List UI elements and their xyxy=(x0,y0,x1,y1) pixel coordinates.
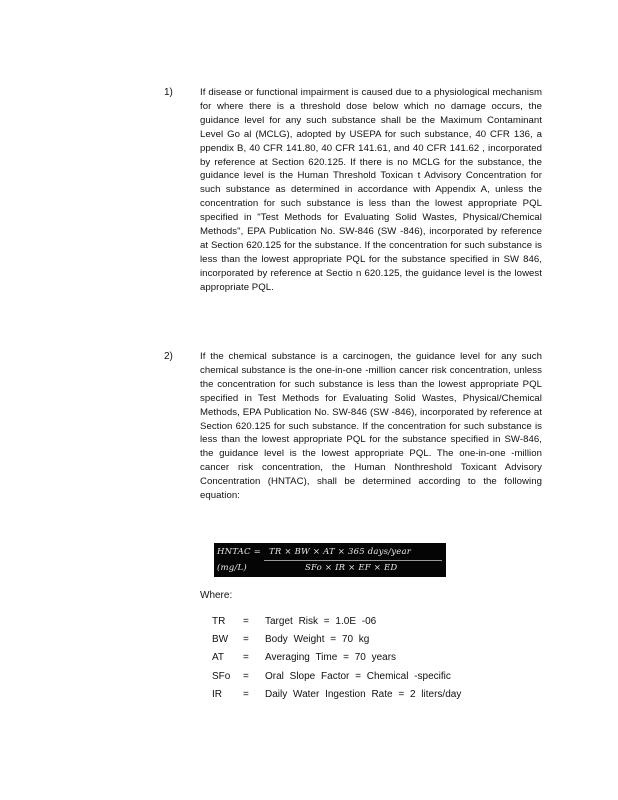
list-item-1 xyxy=(164,86,544,346)
definition-abbr: SFo xyxy=(212,670,231,682)
equation-denominator: SFo × IR × EF × ED xyxy=(305,563,398,573)
definition-equals: = xyxy=(243,652,249,664)
equation-bottom-line xyxy=(217,560,443,576)
list-item-2 xyxy=(164,350,544,535)
equation-top-line xyxy=(217,544,443,560)
definition-row xyxy=(212,633,512,651)
definition-row xyxy=(212,670,512,688)
hntac-equation-image xyxy=(214,543,446,577)
definition-text: Daily Water Ingestion Rate = 2 liters/day xyxy=(265,688,462,700)
equation-lhs: HNTAC = xyxy=(217,547,261,557)
definition-equals: = xyxy=(243,616,249,627)
definition-abbr: IR xyxy=(212,688,222,700)
item-paragraph: If disease or functional impairment is caused due to a physiological mechanism for where there is a threshold dose below which no damage occurs, the guidance level for any such substance shall be the Maximum Contaminant Level Go al (MCLG), adopted by USEPA for such substance, 40 CFR 136, a ppendix B, 40 CFR 141.80, 40 CFR 141.61, and 40 CFR 141.62 , incorporated by reference at Section 620.125. If there is no MCLG for the substance, the guidance level is the Human Threshold Toxican t Advisory Concentration for such substance as determined in accordance with Appendix A, unless the concentration for such substance is less than the lowest appropriate PQL specified in "Test Methods for Evaluating Solid Wastes, Physical/Chemical Methods", EPA Publication No. SW-846 (SW -846), incorporated by reference at Section 620.125 for the substance. If the concentration for such substance is less than the lowest appropriate PQL for the substance specified in SW 846, incorporated by reference at Sectio n 620.125, the guidance level is the lowest appropriate PQL. xyxy=(200,87,542,293)
definition-row xyxy=(212,688,512,706)
definition-equals: = xyxy=(243,670,249,682)
definition-abbr: BW xyxy=(212,634,229,646)
equation-numerator: TR × BW × AT × 365 days/year xyxy=(269,547,411,557)
definition-text: Averaging Time = 70 years xyxy=(265,652,397,664)
definition-equals: = xyxy=(243,688,249,700)
definitions-list xyxy=(212,615,512,706)
definition-row xyxy=(212,651,512,669)
item-paragraph: If the chemical substance is a carcinogen, the guidance level for any such chemical substance is the one-in-one -million cancer risk concentration, unless the concentration for such substance is less than the lowest appropriate PQL specified in Test Methods for Evaluating Solid Wastes, Physical/Chemical Methods, EPA Publication No. SW-846 (SW -846), incorporated by reference at Section 620.125 for such substance. If the concentration for such substance is less than the lowest appropriate PQL for the substance specified in SW-846, the guidance level is the lowest appropriate PQL. The one-in-one -million cancer risk concentration, the Human Nonthreshold Toxicant Advisory Concentration (HNTAC), shall be determined according to the following equation: xyxy=(200,351,542,502)
equation-units: (mg/L) xyxy=(217,563,247,573)
definition-text: Body Weight = 70 kg xyxy=(265,634,370,646)
definition-text: Target Risk = 1.0E -06 xyxy=(265,616,377,627)
item-number: 2) xyxy=(164,351,173,362)
definition-abbr: AT xyxy=(212,652,225,664)
item-number: 1) xyxy=(164,87,173,98)
definition-abbr: TR xyxy=(212,616,226,627)
definition-equals: = xyxy=(243,634,249,646)
definition-text: Oral Slope Factor = Chemical -specific xyxy=(265,670,451,682)
where-label: Where: xyxy=(200,590,233,601)
definition-row xyxy=(212,615,512,633)
